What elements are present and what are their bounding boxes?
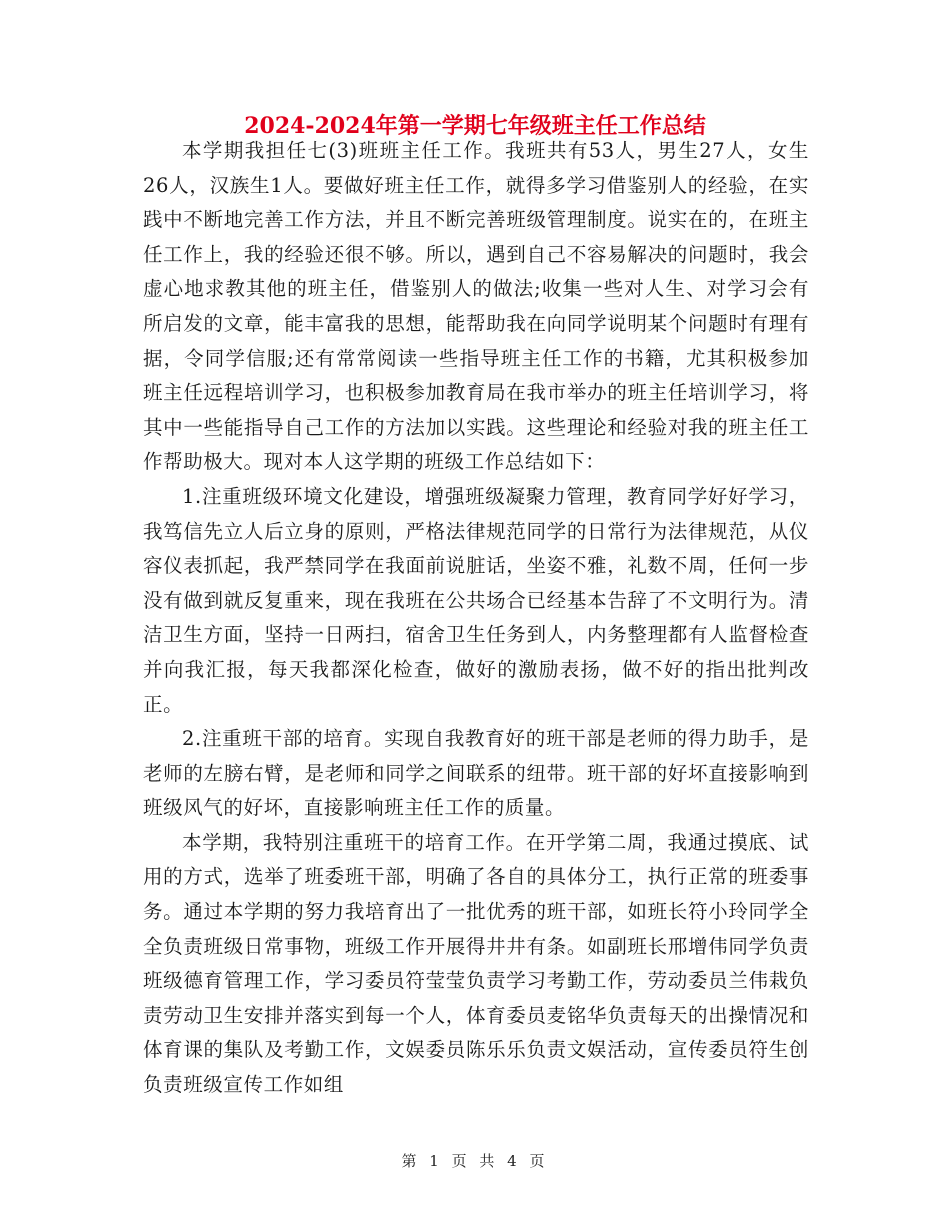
paragraph-point-1: 1.注重班级环境文化建设，增强班级凝聚力管理，教育同学好好学习，我笃信先立人后立身的原则，严格法律规范同学的日常行为法律规范，从仪容仪表抓起，我严禁同学在我面前说脏话，坐姿不雅，礼数不周，任何一步没有做到就反复重来，现在我班在公共场合已经基本告辞了不文明行为。清洁卫生方面，坚持一日两扫，宿舍卫生任务到人，内务整理都有人监督检查并向我汇报，每天我都深化检查，做好的激励表扬，做不好的指出批判改正。 <box>143 484 809 716</box>
document-body <box>143 134 809 1103</box>
paragraph-point-2: 2.注重班干部的培育。实现自我教育好的班干部是老师的得力助手，是老师的左膀右臂，是老师和同学之间联系的纽带。班干部的好坏直接影响到班级风气的好坏，直接影响班主任工作的质量。 <box>143 727 809 820</box>
page-footer: 第 1 页 共 4 页 <box>401 1152 549 1170</box>
document-title: 2024-2024年第一学期七年级班主任工作总结 <box>244 113 706 139</box>
paragraph-class-cadre: 本学期，我特别注重班干的培育工作。在开学第二周，我通过摸底、试用的方式，选举了班委班干部，明确了各自的具体分工，执行正常的班委事务。通过本学期的努力我培育出了一批优秀的班干部，如班长符小玲同学全全负责班级日常事物，班级工作开展得井井有条。如副班长邢增伟同学负责班级德育管理工作，学习委员符莹莹负责学习考勤工作，劳动委员兰伟栽负责劳动卫生安排并落实到每一个人，体育委员麦铭华负责每天的出操情况和体育课的集队及考勤工作，文娱委员陈乐乐负责文娱活动，宣传委员符生创负责班级宣传工作如组 <box>143 830 809 1097</box>
paragraph-intro: 本学期我担任七(3)班班主任工作。我班共有53人，男生27人，女生26人，汉族生1人。要做好班主任工作，就得多学习借鉴别人的经验，在实践中不断地完善工作方法，并且不断完善班级管理制度。说实在的，在班主任工作上，我的经验还很不够。所以，遇到自己不容易解决的问题时，我会虚心地求教其他的班主任，借鉴别人的做法;收集一些对人生、对学习会有所启发的文章，能丰富我的思想，能帮助我在向同学说明某个问题时有理有据，令同学信服;还有常常阅读一些指导班主任工作的书籍，尤其积极参加班主任远程培训学习，也积极参加教育局在我市举办的班主任培训学习，将其中一些能指导自己工作的方法加以实践。这些理论和经验对我的班主任工作帮助极大。现对本人这学期的班级工作总结如下： <box>143 139 809 474</box>
